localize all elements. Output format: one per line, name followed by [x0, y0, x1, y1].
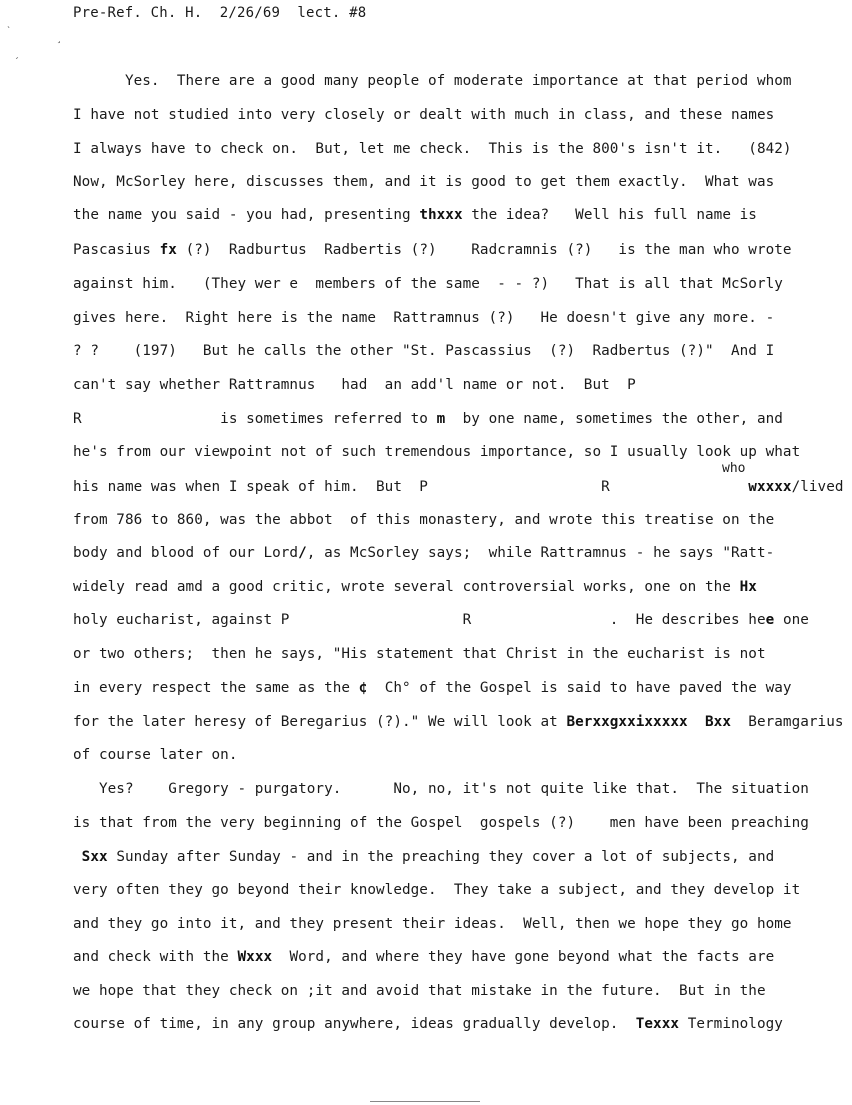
- text-line: [73, 680, 792, 696]
- line-text: his name was when I speak of him. But P R: [73, 479, 749, 495]
- struck-text: fx: [159, 242, 177, 258]
- line-text: Terminology: [679, 1016, 783, 1032]
- text-line: [73, 1016, 783, 1032]
- text-line: I have not studied into very closely or dealt with much in class, and these names: [73, 107, 775, 123]
- line-text: and check with the: [73, 949, 238, 965]
- line-text: Ch° of the Gospel is said to have paved the way: [367, 680, 792, 696]
- text-line: we hope that they check on ;it and avoid that mistake in the future. But in the: [73, 983, 766, 999]
- text-line: I always have to check on. But, let me check. This is the 800's isn't it. (842): [73, 141, 792, 157]
- text-line: [73, 849, 774, 865]
- margin-speck: ˋ: [6, 26, 13, 37]
- text-line: [73, 207, 757, 223]
- struck-text: Texxx: [635, 1016, 680, 1032]
- text-line: or two others; then he says, "His statement that Christ in the eucharist is not: [73, 646, 766, 662]
- text-line: Yes? Gregory - purgatory. No, no, it's not quite like that. The situation: [73, 781, 809, 797]
- struck-text: wxxxx: [748, 479, 792, 495]
- line-text: (?) Radburtus Radbertis (?) Radcramnis (?) is the man who wrote: [176, 242, 792, 258]
- text-line: [73, 479, 844, 495]
- struck-text: Berxxgxxixxxxx Bxx: [566, 714, 731, 730]
- text-line: Now, McSorley here, discusses them, and it is good to get them exactly. What was: [73, 174, 775, 190]
- text-line: can't say whether Rattramnus had an add'l name or not. But P: [73, 377, 636, 393]
- line-text: the name you said - you had, presenting: [73, 207, 420, 223]
- line-text: the idea? Well his full name is: [462, 207, 757, 223]
- text-line: [73, 949, 774, 965]
- line-text: , as McSorley says; while Rattramnus - he says "Ratt-: [306, 545, 775, 561]
- line-text: Pascasius: [73, 242, 160, 258]
- struck-text: /: [298, 545, 307, 561]
- line-text: one: [774, 612, 809, 628]
- text-line: ? ? (197) But he calls the other "St. Pascassius (?) Radbertus (?)" And I: [73, 343, 775, 359]
- line-text: by one name, sometimes the other, and: [445, 411, 783, 427]
- page-header: Pre-Ref. Ch. H. 2/26/69 lect. #8: [73, 5, 367, 21]
- text-line: against him. (They wer e members of the same - - ?) That is all that McSorly: [73, 276, 783, 292]
- line-text: for the later heresy of Beregarius (?)." We will look at: [73, 714, 567, 730]
- interlinear-insert: who: [722, 461, 746, 476]
- struck-text: Sxx: [81, 849, 108, 865]
- line-text: /lived: [791, 479, 844, 495]
- line-text: course of time, in any group anywhere, ideas gradually develop.: [73, 1016, 636, 1032]
- margin-speck: ¸: [56, 33, 63, 44]
- text-line: from 786 to 860, was the abbot of this monastery, and wrote this treatise on the: [73, 512, 775, 528]
- text-line: very often they go beyond their knowledge. They take a subject, and they develop it: [73, 882, 801, 898]
- text-line: Yes. There are a good many people of moderate importance at that period whom: [73, 73, 792, 89]
- line-text: Sunday after Sunday - and in the preaching they cover a lot of subjects, and: [107, 849, 775, 865]
- footer-rule: [370, 1101, 480, 1102]
- line-text: body and blood of our Lord: [73, 545, 299, 561]
- text-line: gives here. Right here is the name Rattramnus (?) He doesn't give any more. -: [73, 310, 775, 326]
- struck-text: thxxx: [419, 207, 463, 223]
- text-line: and they go into it, and they present their ideas. Well, then we hope they go home: [73, 916, 792, 932]
- line-text: in every respect the same as the: [73, 680, 359, 696]
- struck-text: ¢: [358, 680, 368, 696]
- line-text: R is sometimes referred to: [73, 411, 437, 427]
- text-line: [73, 714, 844, 730]
- text-line: [73, 612, 809, 628]
- struck-text: m: [436, 411, 446, 427]
- line-text: widely read amd a good critic, wrote several controversial works, one on the: [73, 579, 740, 595]
- line-text: Word, and where they have gone beyond what the facts are: [272, 949, 775, 965]
- line-text: [73, 849, 82, 865]
- line-text: Beramgarius: [730, 714, 844, 730]
- line-text: holy eucharist, against P R . He describes he: [73, 612, 766, 628]
- margin-speck: ˏ: [14, 48, 21, 59]
- struck-text: Hx: [739, 579, 757, 595]
- text-line: [73, 242, 792, 258]
- text-line: [73, 545, 774, 561]
- text-line: [73, 579, 757, 595]
- text-line: is that from the very beginning of the Gospel gospels (?) men have been preaching: [73, 815, 809, 831]
- text-line: of course later on.: [73, 747, 238, 763]
- struck-text: Wxxx: [237, 949, 273, 965]
- struck-text: e: [765, 612, 775, 628]
- text-line: he's from our viewpoint not of such tremendous importance, so I usually look up what: [73, 444, 801, 460]
- text-line: [73, 411, 783, 427]
